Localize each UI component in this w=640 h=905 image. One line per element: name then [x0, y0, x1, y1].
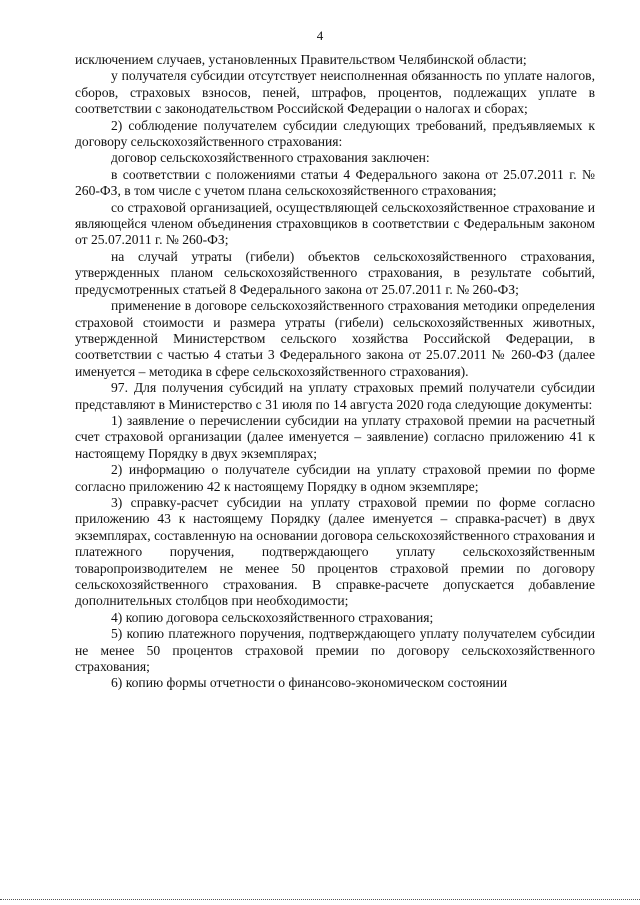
page-number: 4 [316, 28, 324, 43]
paragraph: на случай утраты (гибели) объектов сельскохозяйственного страхования, утвержденных планом сельскохозяйственного страхования, в результате событий, предусмотренных статьей 8 Федерального закона от 25.07.2011 г. № 260-ФЗ; [75, 248, 595, 297]
paragraph: 97. Для получения субсидий на уплату страховых премий получатели субсидии представляют в Министерство с 31 июля по 14 августа 2020 года следующие документы: [75, 380, 595, 412]
paragraph: 3) справку-расчет субсидии на уплату страховой премии по форме согласно приложению 43 к настоящему Порядку (далее именуется – справка-расчет) в двух экземплярах, составленную на основании договора сельскохозяйственного страхования и платежного поручения, подтверждающего уплату сельскохозяйственным товаропроизводителем не менее 50 процентов страховой премии по договору сельскохозяйственного страхования. В справке-расчете допускается добавление дополнительных столбцов при необходимости; [75, 494, 595, 609]
paragraph: применение в договоре сельскохозяйственного страхования методики определения страховой стоимости и размера утраты (гибели) сельскохозяйственных животных, утвержденной Министерством сельского хозяйства Российской Федерации, в соответствии с частью 4 статьи 3 Федерального закона от 25.07.2011 № 260-ФЗ (далее именуется – методика в сфере сельскохозяйственного страхования). [75, 298, 595, 379]
paragraph: 4) копию договора сельскохозяйственного страхования; [111, 609, 434, 625]
document-body [75, 52, 595, 692]
paragraph: 6) копию формы отчетности о финансово-экономическом состоянии [111, 675, 508, 691]
paragraph: договор сельскохозяйственного страхования заключен: [111, 150, 430, 166]
paragraph: исключением случаев, установленных Правительством Челябинской области; [75, 52, 527, 67]
paragraph: 2) информацию о получателе субсидии на уплату страховой премии по форме согласно приложению 42 к настоящему Порядку в одном экземпляре; [75, 462, 595, 494]
paragraph: у получателя субсидии отсутствует неисполненная обязанность по уплате налогов, сборов, страховых взносов, пеней, штрафов, процентов, подлежащих уплате в соответствии с законодательством Российской Федерации о налогах и сборах; [75, 68, 595, 117]
paragraph: в соответствии с положениями статьи 4 Федерального закона от 25.07.2011 г. № 260-ФЗ, в том числе с учетом плана сельскохозяйственного страхования; [75, 166, 595, 199]
paragraph: 2) соблюдение получателем субсидии следующих требований, предъявляемых к договору сельскохозяйственного страхования: [75, 117, 595, 150]
page-bottom-edge [0, 899, 640, 900]
paragraph: со страховой организацией, осуществляющей сельскохозяйственное страхование и являющейся членом объединения страховщиков в соответствии с Федеральным законом от 25.07.2011 г. № 260-ФЗ; [75, 199, 595, 248]
paragraph: 5) копию платежного поручения, подтверждающего уплату получателем субсидии не менее 50 процентов страховой премии по договору сельскохозяйственного страхования; [75, 626, 595, 675]
paragraph: 1) заявление о перечислении субсидии на уплату страховой премии на расчетный счет страховой организации (далее именуется – заявление) согласно приложению 41 к настоящему Порядку в двух экземплярах; [75, 412, 595, 461]
